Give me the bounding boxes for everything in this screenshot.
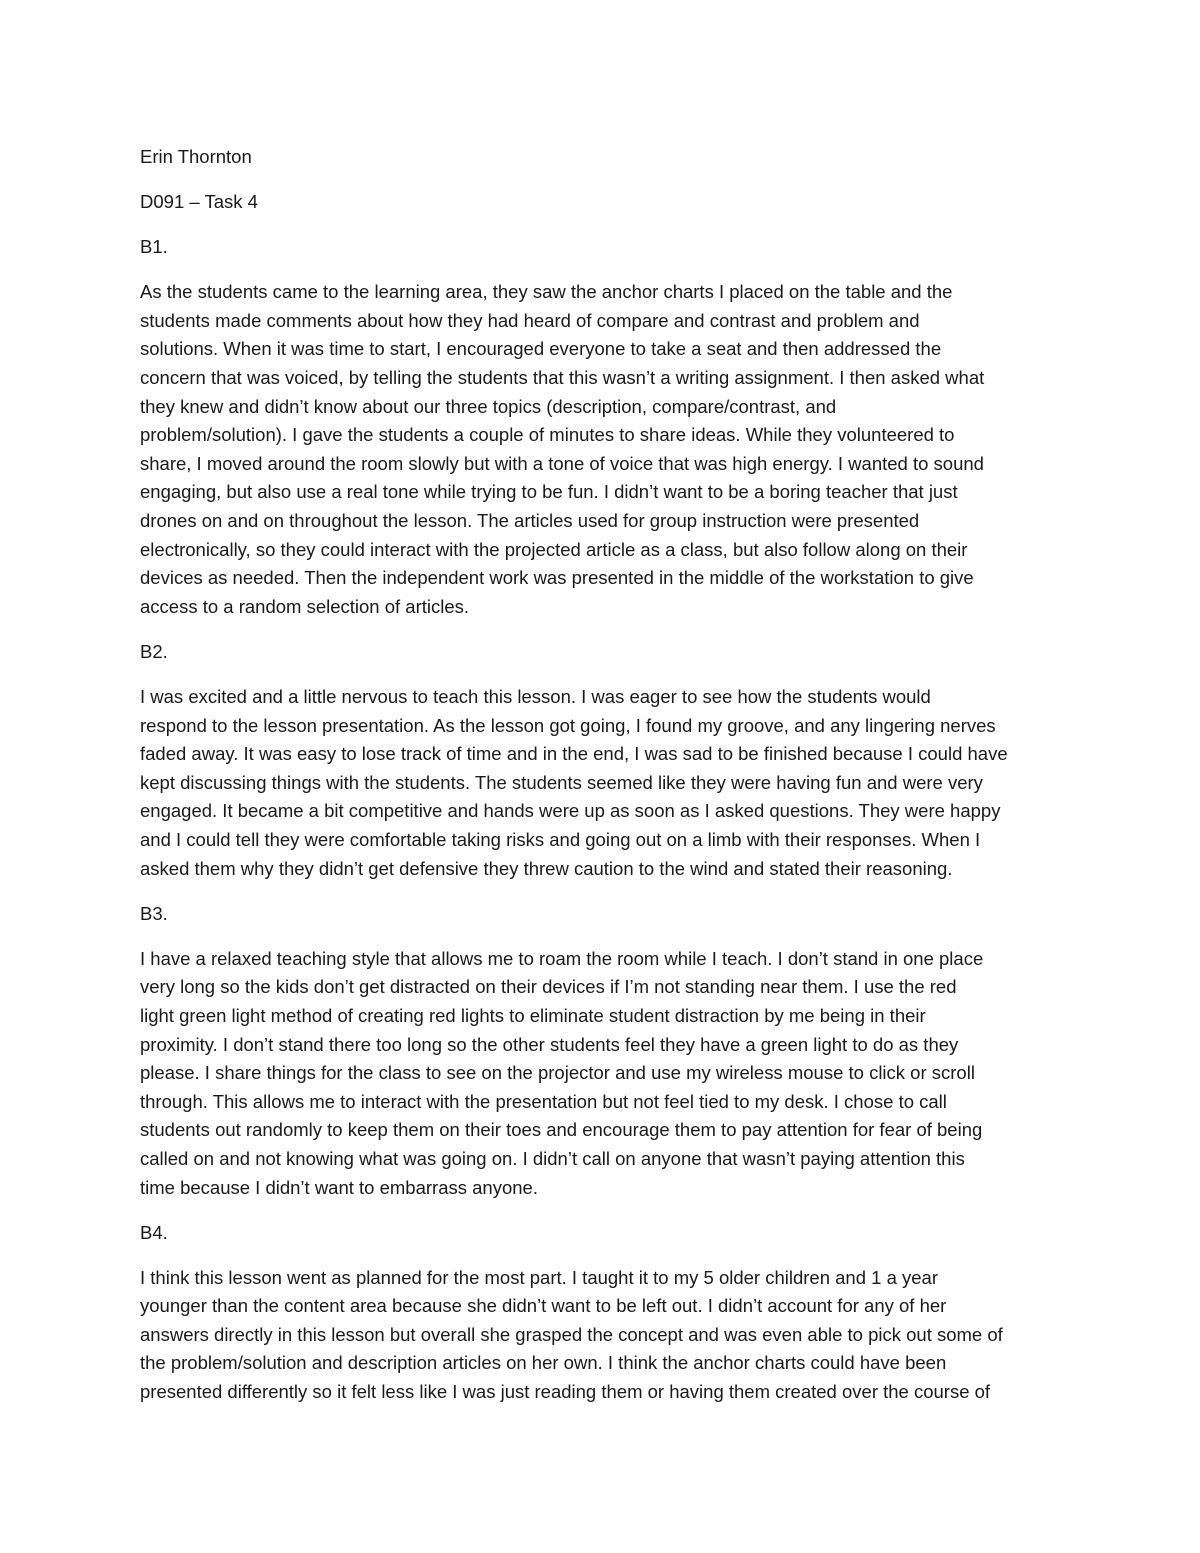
paragraph-line: asked them why they didn’t get defensive they threw caution to the wind and stated their reasoning. — [140, 857, 953, 879]
paragraph-line: please. I share things for the class to see on the projector and use my wireless mouse to click or scroll — [140, 1062, 975, 1084]
author-name: Erin Thornton — [140, 146, 252, 167]
paragraph-line: I think this lesson went as planned for the most part. I taught it to my 5 older children and 1 a year — [140, 1266, 938, 1288]
paragraph-line: solutions. When it was time to start, I encouraged everyone to take a seat and then addressed the — [140, 338, 942, 360]
paragraph-line: students out randomly to keep them on their toes and encourage them to pay attention for fear of being — [140, 1119, 983, 1141]
paragraph-line: called on and not knowing what was going on. I didn’t call on anyone that wasn’t paying attention this — [140, 1147, 965, 1169]
section-paragraph — [140, 1264, 1065, 1407]
paragraph-line: proximity. I don’t stand there too long so the other students feel they have a green light to do as they — [140, 1033, 959, 1055]
section-paragraph — [140, 278, 1065, 621]
paragraph-line: engaging, but also use a real tone while trying to be fun. I didn’t want to be a boring teacher that just — [140, 481, 958, 503]
section-heading: B3. — [140, 902, 168, 924]
paragraph-line: concern that was voiced, by telling the students that this wasn’t a writing assignment. I then asked what — [140, 367, 985, 389]
paragraph-line: As the students came to the learning area, they saw the anchor charts I placed on the table and the — [140, 281, 953, 303]
paragraph-line: they knew and didn’t know about our three topics (description, compare/contrast, and — [140, 395, 837, 417]
paragraph-line: the problem/solution and description articles on her own. I think the anchor charts could have been — [140, 1352, 947, 1374]
document-body — [140, 143, 1065, 1423]
paragraph-line: younger than the content area because she didn’t want to be left out. I didn’t account for any of her — [140, 1295, 947, 1317]
paragraph-line: through. This allows me to interact with the presentation but not feel tied to my desk. I chose to call — [140, 1090, 947, 1112]
paragraph-line: kept discussing things with the students. The students seemed like they were having fun and were very — [140, 771, 983, 793]
paragraph-line: very long so the kids don’t get distracted on their devices if I’m not standing near them. I use the red — [140, 976, 957, 998]
paragraph-line: electronically, so they could interact with the projected article as a class, but also follow along on their — [140, 538, 968, 560]
paragraph-line: access to a random selection of articles. — [140, 595, 470, 617]
paragraph-line: I have a relaxed teaching style that allows me to roam the room while I teach. I don’t stand in one place — [140, 947, 984, 969]
paragraph-line: devices as needed. Then the independent work was presented in the middle of the workstation to give — [140, 567, 974, 589]
section-heading: B2. — [140, 640, 168, 662]
paragraph-line: I was excited and a little nervous to teach this lesson. I was eager to see how the students would — [140, 686, 931, 707]
paragraph-line: light green light method of creating red lights to eliminate student distraction by me being in their — [140, 1004, 926, 1026]
section-paragraph — [140, 683, 1065, 883]
paragraph-line: engaged. It became a bit competitive and hands were up as soon as I asked questions. They were happy — [140, 800, 1001, 822]
paragraph-line: problem/solution). I gave the students a couple of minutes to share ideas. While they volunteered to — [140, 424, 955, 446]
course-task-label: D091 – Task 4 — [140, 191, 258, 213]
paragraph-line: students made comments about how they had heard of compare and contrast and problem and — [140, 309, 920, 331]
sections-container — [140, 233, 1065, 1406]
section-heading: B1. — [140, 236, 168, 258]
paragraph-line: presented differently so it felt less like I was just reading them or having them created over the course of — [140, 1381, 991, 1403]
paragraph-line: share, I moved around the room slowly but with a tone of voice that was high energy. I wanted to sound — [140, 452, 984, 474]
paragraph-line: drones on and on throughout the lesson. The articles used for group instruction were presented — [140, 510, 920, 532]
paragraph-line: faded away. It was easy to lose track of time and in the end, I was sad to be finished because I could have — [140, 743, 1008, 765]
paragraph-line: respond to the lesson presentation. As the lesson got going, I found my groove, and any lingering nerves — [140, 714, 996, 736]
section-heading: B4. — [140, 1221, 168, 1243]
paragraph-line: answers directly in this lesson but overall she grasped the concept and was even able to pick out some of — [140, 1323, 1003, 1345]
section-paragraph — [140, 945, 1065, 1202]
paragraph-line: and I could tell they were comfortable taking risks and going out on a limb with their responses. When I — [140, 828, 981, 850]
paragraph-line: time because I didn’t want to embarrass anyone. — [140, 1176, 538, 1198]
